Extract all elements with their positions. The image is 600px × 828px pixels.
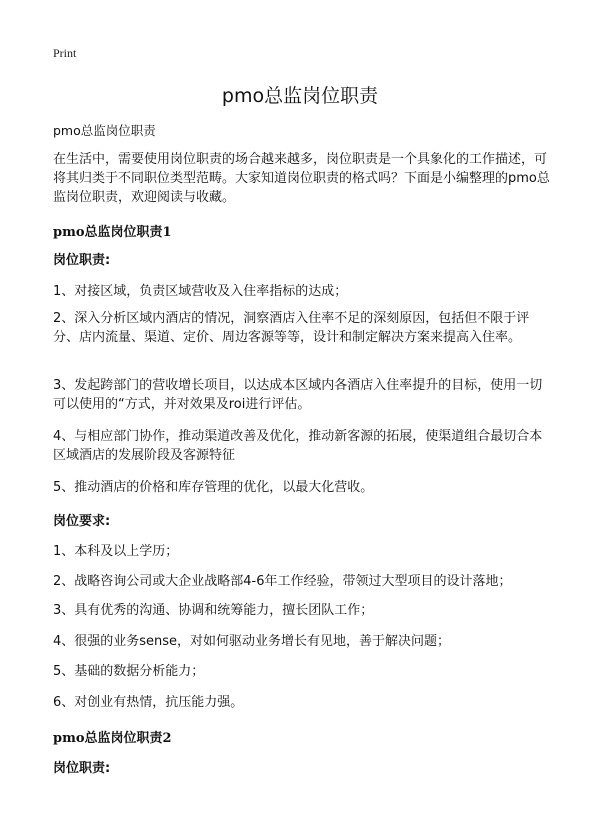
print-label[interactable]: Print — [53, 46, 77, 60]
section1-requirements-heading: 岗位要求: — [53, 514, 111, 529]
section1-heading: pmo总监岗位职责1 — [53, 225, 172, 240]
page-title: pmo总监岗位职责 — [221, 85, 379, 107]
requirement-item: 4、很强的业务sense，对如何驱动业务增长有见地，善于解决问题； — [53, 634, 451, 649]
duty-item: 4、与相应部门协作，推动渠道改善及优化，推动新客源的拓展，使渠道组合最切合本区域酒店的发展阶段及客源特征 — [53, 429, 543, 463]
duty-item: 5、推动酒店的价格和库存管理的优化，以最大化营收。 — [53, 480, 374, 495]
requirement-item: 2、战略咨询公司或大企业战略部4-6年工作经验，带领过大型项目的设计落地； — [53, 574, 512, 589]
section2-duties-heading: 岗位职责: — [53, 761, 111, 776]
document-subtitle: pmo总监岗位职责 — [53, 123, 156, 138]
requirement-item: 3、具有优秀的沟通、协调和统筹能力，擅长团队工作； — [53, 603, 374, 618]
duty-item: 1、对接区域，负责区域营收及入住率指标的达成； — [53, 284, 348, 299]
requirement-item: 6、对创业有热情，抗压能力强。 — [53, 695, 244, 710]
section2-heading: pmo总监岗位职责2 — [53, 731, 172, 746]
requirement-item: 1、本科及以上学历； — [53, 544, 179, 559]
section1-duties-heading: 岗位职责: — [53, 253, 111, 268]
requirement-item: 5、基础的数据分析能力； — [53, 664, 205, 679]
duty-item: 2、深入分析区域内酒店的情况，洞察酒店入住率不足的深刻原因，包括但不限于评分、店内流量、渠道、定价、周边客源等等，设计和制定解决方案来提高入住率。 — [53, 311, 530, 345]
duty-item: 3、发起跨部门的营收增长项目，以达成本区域内各酒店入住率提升的目标，使用一切可以使用的“方式，并对效果及roi进行评估。 — [53, 378, 543, 412]
intro-paragraph: 在生活中，需要使用岗位职责的场合越来越多，岗位职责是一个具象化的工作描述，可将其归类于不同职位类型范畴。大家知道岗位职责的格式吗？下面是小编整理的pmo总监岗位职责，欢迎阅读与收藏。 — [53, 152, 550, 205]
